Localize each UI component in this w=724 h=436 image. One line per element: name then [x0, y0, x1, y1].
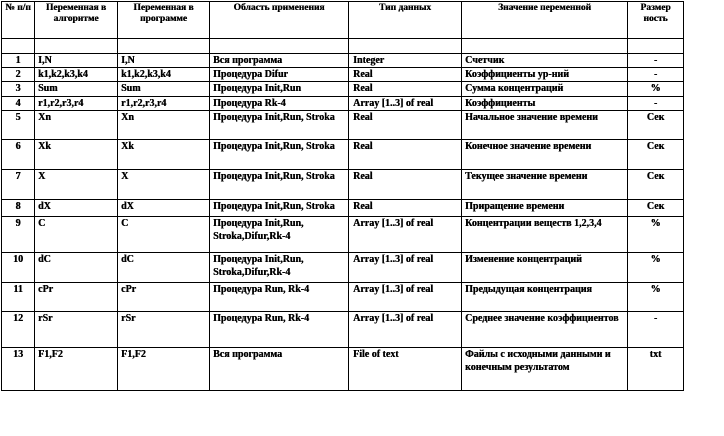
row-number: 9	[2, 217, 35, 253]
algorithm-variable: dC	[35, 253, 118, 283]
variable-meaning: Предыдущая концентрация	[462, 283, 628, 312]
program-variable: cPr	[118, 283, 210, 312]
algorithm-variable: Xk	[35, 140, 118, 170]
header-algorithm-variable: Переменная в алгоритме	[35, 2, 118, 39]
algorithm-variable: C	[35, 217, 118, 253]
algorithm-variable: r1,r2,r3,r4	[35, 97, 118, 111]
algorithm-variable: F1,F2	[35, 348, 118, 391]
data-type: File of text	[349, 348, 462, 391]
unit: -	[628, 54, 684, 68]
empty-cell	[462, 39, 628, 54]
program-variable: rSr	[118, 312, 210, 348]
header-data-type: Тип данных	[349, 2, 462, 39]
program-variable: F1,F2	[118, 348, 210, 391]
table-row	[2, 140, 684, 170]
data-type: Array [1..3] of real	[349, 312, 462, 348]
variable-meaning: Счетчик	[462, 54, 628, 68]
row-number: 4	[2, 97, 35, 111]
variables-table	[1, 1, 684, 391]
data-type: Real	[349, 68, 462, 82]
table-row	[2, 283, 684, 312]
variable-meaning: Коэффициенты ур-ний	[462, 68, 628, 82]
scope: Вся программа	[210, 348, 349, 391]
variable-meaning: Концентрации веществ 1,2,3,4	[462, 217, 628, 253]
program-variable: C	[118, 217, 210, 253]
program-variable: Sum	[118, 82, 210, 97]
data-type: Real	[349, 170, 462, 200]
scope: Процедура Run, Rk-4	[210, 283, 349, 312]
unit: Сек	[628, 200, 684, 217]
data-type: Real	[349, 140, 462, 170]
scope: Процедура Run, Rk-4	[210, 312, 349, 348]
program-variable: k1,k2,k3,k4	[118, 68, 210, 82]
table-row	[2, 82, 684, 97]
table-row	[2, 312, 684, 348]
program-variable: X	[118, 170, 210, 200]
scope: Процедура Init,Run, Stroka	[210, 140, 349, 170]
variable-meaning: Приращение времени	[462, 200, 628, 217]
scope: Процедура Init,Run, Stroka,Difur,Rk-4	[210, 217, 349, 253]
data-type: Real	[349, 200, 462, 217]
scope: Процедура Init,Run	[210, 82, 349, 97]
data-type: Integer	[349, 54, 462, 68]
variable-meaning: Файлы с исходными данными и конечным результатом	[462, 348, 628, 391]
row-number: 5	[2, 111, 35, 140]
table-row	[2, 217, 684, 253]
table-row	[2, 111, 684, 140]
table-row	[2, 68, 684, 82]
scope: Процедура Init,Run, Stroka,Difur,Rk-4	[210, 253, 349, 283]
empty-cell	[35, 39, 118, 54]
scope: Процедура Init,Run, Stroka	[210, 170, 349, 200]
row-number: 2	[2, 68, 35, 82]
table-row	[2, 348, 684, 391]
scope: Процедура Init,Run, Stroka	[210, 111, 349, 140]
unit: -	[628, 312, 684, 348]
program-variable: Xk	[118, 140, 210, 170]
variable-meaning: Сумма концентраций	[462, 82, 628, 97]
row-number: 3	[2, 82, 35, 97]
header-program-variable: Переменная в программе	[118, 2, 210, 39]
scope: Процедура Rk-4	[210, 97, 349, 111]
scope: Вся программа	[210, 54, 349, 68]
variable-meaning: Изменение концентраций	[462, 253, 628, 283]
unit: -	[628, 97, 684, 111]
row-number: 11	[2, 283, 35, 312]
algorithm-variable: Xn	[35, 111, 118, 140]
header-row	[2, 2, 684, 39]
table-row	[2, 97, 684, 111]
table-row	[2, 200, 684, 217]
program-variable: dX	[118, 200, 210, 217]
scope: Процедура Init,Run, Stroka	[210, 200, 349, 217]
algorithm-variable: rSr	[35, 312, 118, 348]
program-variable: dC	[118, 253, 210, 283]
empty-row	[2, 39, 684, 54]
unit: -	[628, 68, 684, 82]
unit: %	[628, 217, 684, 253]
header-scope: Область применения	[210, 2, 349, 39]
data-type: Array [1..3] of real	[349, 283, 462, 312]
variable-meaning: Конечное значение времени	[462, 140, 628, 170]
unit: Сек	[628, 140, 684, 170]
row-number: 6	[2, 140, 35, 170]
unit: txt	[628, 348, 684, 391]
unit: Сек	[628, 170, 684, 200]
data-type: Array [1..3] of real	[349, 217, 462, 253]
row-number: 1	[2, 54, 35, 68]
algorithm-variable: cPr	[35, 283, 118, 312]
algorithm-variable: dX	[35, 200, 118, 217]
algorithm-variable: X	[35, 170, 118, 200]
program-variable: r1,r2,r3,r4	[118, 97, 210, 111]
header-unit: Размер ность	[628, 2, 684, 39]
variable-meaning: Текущее значение времени	[462, 170, 628, 200]
empty-cell	[2, 39, 35, 54]
empty-cell	[210, 39, 349, 54]
row-number: 13	[2, 348, 35, 391]
data-type: Real	[349, 111, 462, 140]
empty-cell	[118, 39, 210, 54]
row-number: 12	[2, 312, 35, 348]
header-number: № п/п	[2, 2, 35, 39]
unit: Сек	[628, 111, 684, 140]
empty-cell	[349, 39, 462, 54]
variable-meaning: Среднее значение коэффициентов	[462, 312, 628, 348]
row-number: 10	[2, 253, 35, 283]
table-row	[2, 54, 684, 68]
row-number: 8	[2, 200, 35, 217]
empty-cell	[628, 39, 684, 54]
variable-meaning: Начальное значение времени	[462, 111, 628, 140]
data-type: Real	[349, 82, 462, 97]
table-row	[2, 253, 684, 283]
header-variable-meaning: Значение переменной	[462, 2, 628, 39]
variable-meaning: Коэффициенты	[462, 97, 628, 111]
row-number: 7	[2, 170, 35, 200]
algorithm-variable: k1,k2,k3,k4	[35, 68, 118, 82]
data-type: Array [1..3] of real	[349, 97, 462, 111]
table-row	[2, 170, 684, 200]
program-variable: I,N	[118, 54, 210, 68]
program-variable: Xn	[118, 111, 210, 140]
algorithm-variable: Sum	[35, 82, 118, 97]
unit: %	[628, 82, 684, 97]
unit: %	[628, 283, 684, 312]
data-type: Array [1..3] of real	[349, 253, 462, 283]
unit: %	[628, 253, 684, 283]
scope: Процедура Difur	[210, 68, 349, 82]
algorithm-variable: I,N	[35, 54, 118, 68]
